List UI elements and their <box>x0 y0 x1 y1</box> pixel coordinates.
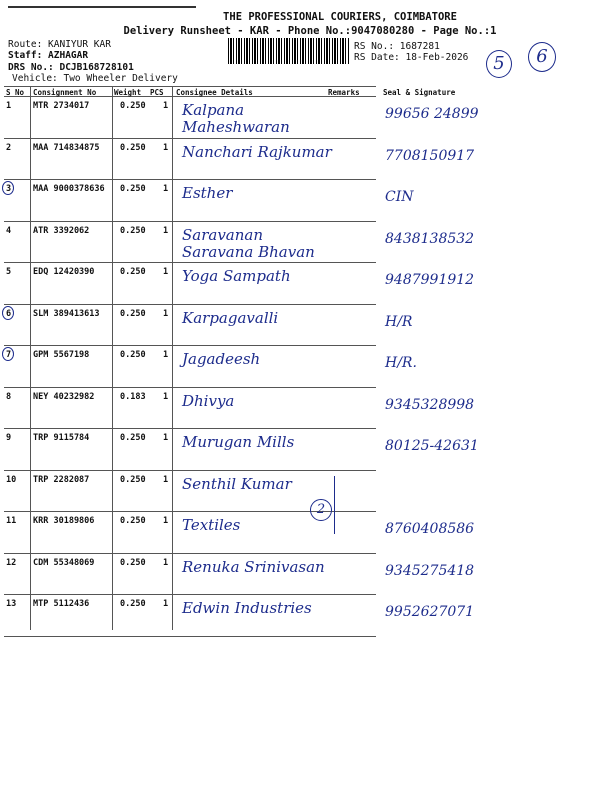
row-signature-handwriting: 7708150917 <box>385 147 475 164</box>
row-rule <box>4 304 376 305</box>
row-rule <box>4 221 376 222</box>
mark-circle-1: 5 <box>486 50 512 78</box>
row-pcs: 1 <box>163 516 169 526</box>
row-consignee-handwriting: Senthil Kumar <box>182 474 292 493</box>
row-consignment: TRP 2282087 <box>33 474 90 485</box>
bracket-line <box>334 476 335 534</box>
row-sno: 12 <box>6 557 17 568</box>
row-pcs: 1 <box>163 350 169 360</box>
row-rule <box>4 179 376 180</box>
row-signature-handwriting: 99656 24899 <box>385 106 479 122</box>
vehicle-label: Vehicle: Two Wheeler Delivery <box>12 73 178 84</box>
col-header-pcs: PCS <box>150 88 164 97</box>
row-consignee-handwriting: Jagadeesh <box>182 350 261 368</box>
bracket-mark: 2 <box>310 499 332 521</box>
row-pcs: 1 <box>163 391 169 402</box>
row-signature-handwriting: H/R. <box>385 355 417 371</box>
row-circle-mark <box>2 181 14 195</box>
rs-date: RS Date: 18-Feb-2026 <box>354 52 469 63</box>
row-weight: 0.250 <box>120 225 146 236</box>
col-rule <box>112 86 113 630</box>
row-weight: 0.250 <box>120 516 146 526</box>
col-header-consignee: Consignee Details <box>176 88 253 97</box>
row-consignment: EDQ 12420390 <box>33 267 95 277</box>
row-rule <box>4 470 376 471</box>
row-pcs: 1 <box>163 142 169 153</box>
col-header-sno: S No <box>6 88 25 97</box>
row-consignment: TRP 9115784 <box>33 433 90 443</box>
row-consignee-handwriting: Kalpana Maheshwaran <box>182 101 290 136</box>
row-signature-handwriting: 9345328998 <box>385 396 475 413</box>
col-header-seal: Seal & Signature <box>383 88 456 97</box>
row-signature-handwriting: 80125-42631 <box>385 438 479 454</box>
row-signature-handwriting: 8760408586 <box>385 521 475 537</box>
row-consignment: MAA 9000378636 <box>33 184 105 194</box>
row-consignee-handwriting: Edwin Industries <box>182 599 312 617</box>
row-pcs: 1 <box>163 557 169 568</box>
row-consignment: KRR 30189806 <box>33 516 95 526</box>
row-sno: 2 <box>6 142 12 153</box>
row-sno: 9 <box>6 433 12 443</box>
row-weight: 0.250 <box>120 599 146 609</box>
runsheet-title: Delivery Runsheet - KAR - Phone No.:9047080280 - Page No.:1 <box>123 25 497 37</box>
row-sno: 4 <box>6 225 12 236</box>
row-weight: 0.250 <box>120 433 146 443</box>
row-rule <box>4 345 376 346</box>
row-consignment: NEY 40232982 <box>33 391 95 402</box>
row-signature-handwriting: 8438138532 <box>385 230 475 247</box>
row-rule <box>4 428 376 429</box>
col-header-weight: Weight <box>114 88 142 97</box>
route-label: Route: KANIYUR KAR <box>8 39 111 50</box>
row-rule <box>4 594 376 595</box>
row-consignee-handwriting: Murugan Mills <box>182 433 295 451</box>
row-consignment: CDM 55348069 <box>33 557 95 568</box>
row-pcs: 1 <box>163 308 169 319</box>
row-consignee-handwriting: Yoga Sampath <box>182 267 291 285</box>
row-signature-handwriting: 9487991912 <box>385 272 475 288</box>
row-weight: 0.250 <box>120 557 146 568</box>
row-pcs: 1 <box>163 433 169 443</box>
col-header-remarks: Remarks <box>328 88 360 97</box>
col-rule <box>172 86 173 630</box>
row-consignee-handwriting: Saravanan Saravana Bhavan <box>182 225 315 261</box>
row-rule <box>4 553 376 554</box>
row-circle-mark <box>2 347 14 361</box>
row-sno: 6 <box>6 308 12 319</box>
mark-circle-2: 6 <box>528 42 556 72</box>
row-sno: 11 <box>6 516 17 526</box>
row-sno: 10 <box>6 474 17 485</box>
row-consignment: MAA 714834875 <box>33 142 100 153</box>
row-weight: 0.250 <box>120 350 146 360</box>
row-signature-handwriting: 9345275418 <box>385 562 475 579</box>
row-sno: 7 <box>6 350 12 360</box>
row-consignee-handwriting: Esther <box>182 184 233 202</box>
row-consignee-handwriting: Renuka Srinivasan <box>182 557 325 576</box>
row-pcs: 1 <box>163 101 169 111</box>
row-weight: 0.183 <box>120 391 146 402</box>
row-rule <box>4 138 376 139</box>
row-pcs: 1 <box>163 184 169 194</box>
row-pcs: 1 <box>163 225 169 236</box>
row-consignment: MTR 2734017 <box>33 101 90 111</box>
rs-no: RS No.: 1687281 <box>354 41 440 52</box>
row-signature-handwriting: 9952627071 <box>385 604 475 620</box>
barcode <box>228 38 350 64</box>
col-rule <box>30 86 31 630</box>
row-rule <box>4 262 376 263</box>
table-top-rule <box>4 86 376 87</box>
row-pcs: 1 <box>163 267 169 277</box>
row-sno: 8 <box>6 391 12 402</box>
top-rule <box>8 6 196 8</box>
row-weight: 0.250 <box>120 267 146 277</box>
row-weight: 0.250 <box>120 184 146 194</box>
row-signature-handwriting: CIN <box>385 189 414 205</box>
row-pcs: 1 <box>163 474 169 485</box>
row-weight: 0.250 <box>120 308 146 319</box>
row-consignee-handwriting: Nanchari Rajkumar <box>182 142 332 161</box>
row-consignment: ATR 3392062 <box>33 225 90 236</box>
row-consignee-handwriting: Textiles <box>182 516 241 534</box>
row-weight: 0.250 <box>120 101 146 111</box>
company-title: THE PROFESSIONAL COURIERS, COIMBATORE <box>223 11 457 23</box>
row-rule <box>4 636 376 637</box>
row-consignment: SLM 389413613 <box>33 308 100 319</box>
row-consignment: MTP 5112436 <box>33 599 90 609</box>
col-header-consignment: Consignment No <box>33 88 97 97</box>
row-consignee-handwriting: Dhivya <box>182 391 235 410</box>
drs-label: DRS No.: DCJB168728101 <box>8 62 134 73</box>
staff-label: Staff: AZHAGAR <box>8 50 89 61</box>
row-sno: 13 <box>6 599 17 609</box>
row-signature-handwriting: H/R <box>385 313 413 330</box>
row-rule <box>4 387 376 388</box>
row-consignee-handwriting: Karpagavalli <box>182 308 279 327</box>
row-weight: 0.250 <box>120 142 146 153</box>
row-consignment: GPM 5567198 <box>33 350 90 360</box>
row-sno: 5 <box>6 267 12 277</box>
row-pcs: 1 <box>163 599 169 609</box>
row-weight: 0.250 <box>120 474 146 485</box>
row-sno: 3 <box>6 184 12 194</box>
row-circle-mark <box>2 306 14 320</box>
row-sno: 1 <box>6 101 12 111</box>
